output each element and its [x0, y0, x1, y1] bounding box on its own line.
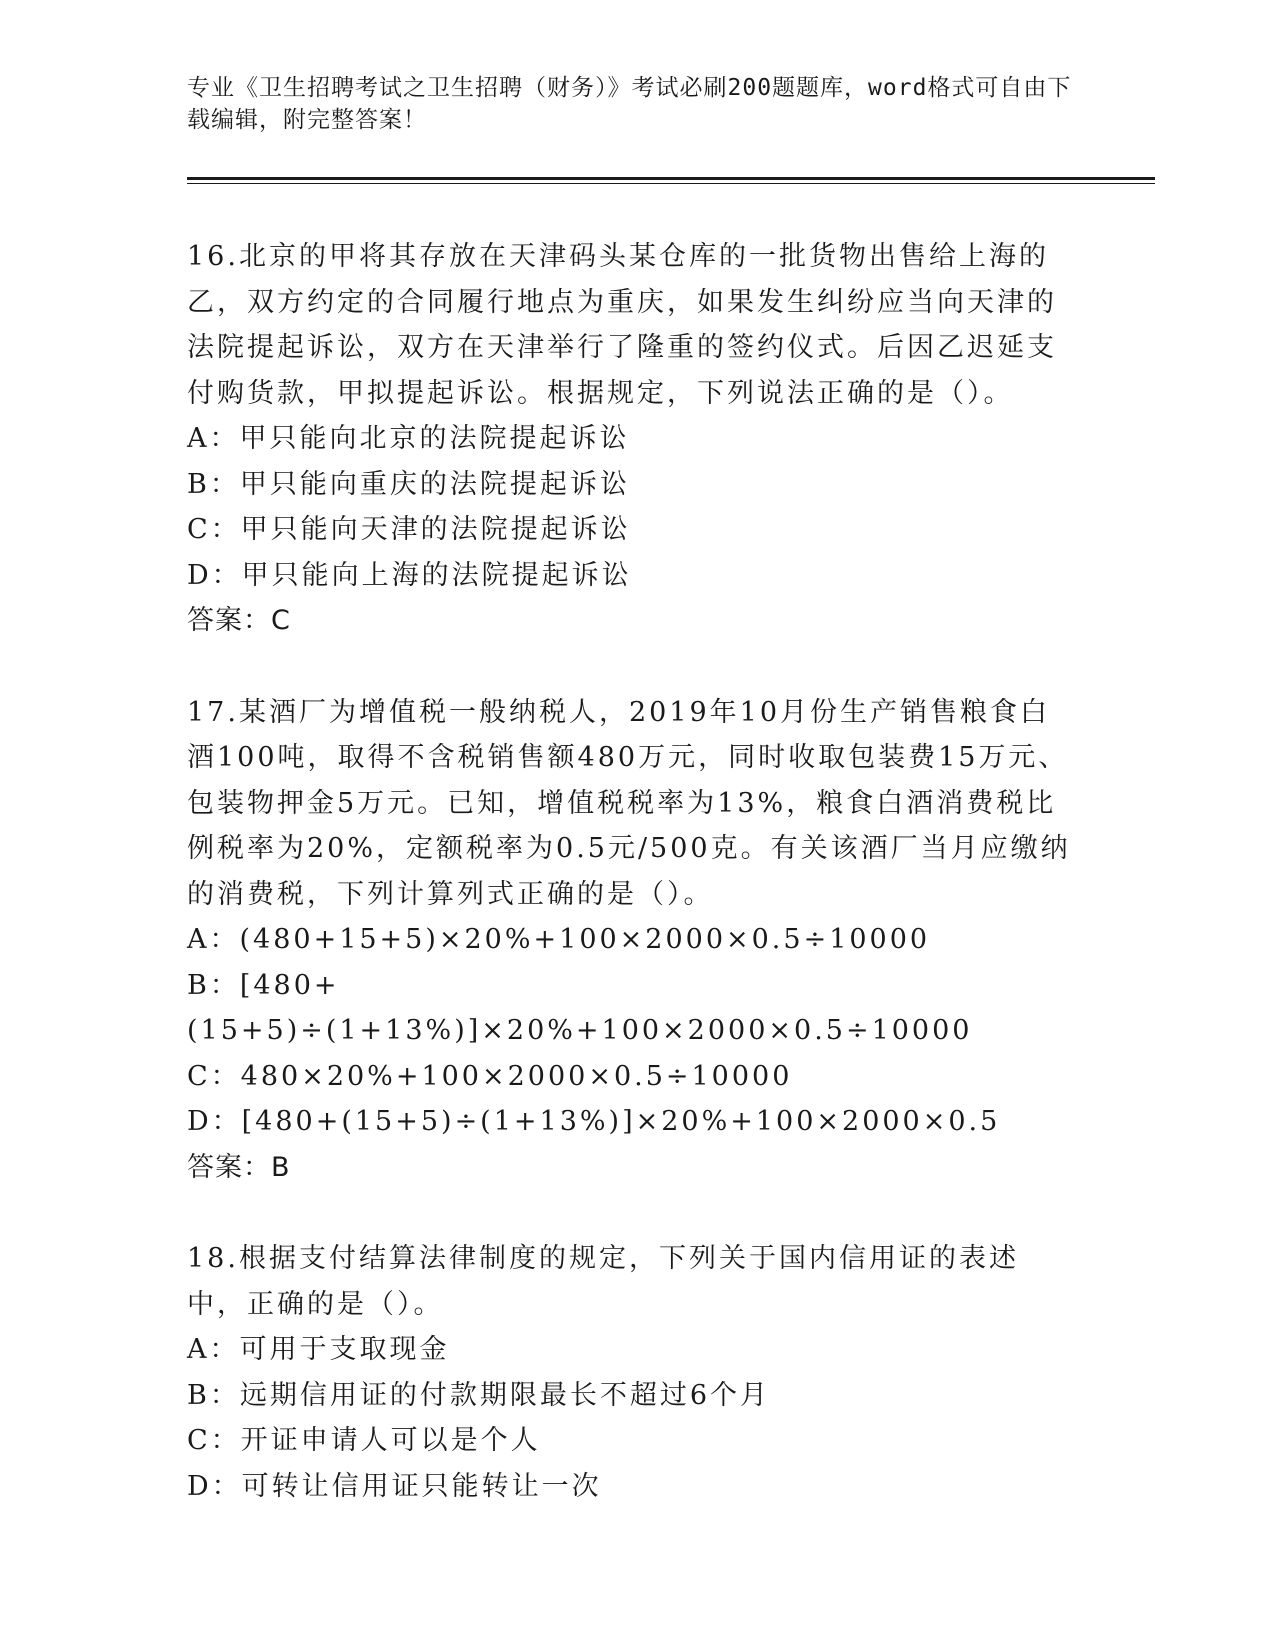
header-divider-thick [187, 177, 1155, 180]
question-16 [187, 234, 1077, 644]
option-a: A：(480+15+5)×20%+100×2000×0.5÷10000 [187, 924, 931, 955]
question-list [187, 234, 1077, 1555]
question-18 [187, 1236, 1077, 1509]
answer-label: 答案：C [187, 605, 291, 636]
option-d: D：[480+(15+5)÷(1+13%)]×20%+100×2000×0.5 [187, 1106, 1001, 1137]
option-b: B：甲只能向重庆的法院提起诉讼 [187, 468, 630, 500]
option-c: C：480×20%+100×2000×0.5÷10000 [187, 1060, 793, 1092]
question-stem: 17.某酒厂为增值税一般纳税人，2019年10月份生产销售粮食白酒100吨，取得不含税销售额480万元，同时收取包装费15万元、包装物押金5万元。已知，增值税税率为13%，粮食白酒消费税比例税率为20%，定额税率为0.5元/500克。有关该酒厂当月应缴纳的消费税，下列计算列式正确的是（）。 [187, 696, 1071, 910]
answer-label: 答案：B [187, 1151, 291, 1183]
question-stem: 16.北京的甲将其存放在天津码头某仓库的一批货物出售给上海的乙，双方约定的合同履行地点为重庆，如果发生纠纷应当向天津的法院提起诉讼，双方在天津举行了隆重的签约仪式。后因乙迟延支付购货款，甲拟提起诉讼。根据规定，下列说法正确的是（）。 [187, 241, 1057, 409]
option-d: D：可转让信用证只能转让一次 [187, 1470, 602, 1502]
option-d: D：甲只能向上海的法院提起诉讼 [187, 559, 632, 591]
option-c: C：甲只能向天津的法院提起诉讼 [187, 514, 631, 545]
question-17 [187, 690, 1077, 1191]
option-b: B：远期信用证的付款期限最长不超过6个月 [187, 1379, 771, 1411]
option-a: A：甲只能向北京的法院提起诉讼 [187, 423, 630, 454]
header-divider-thin [187, 183, 1155, 184]
document-header: 专业《卫生招聘考试之卫生招聘（财务）》考试必刷200题题库，word格式可自由下载编辑，附完整答案！ [187, 75, 1072, 133]
option-c: C：开证申请人可以是个人 [187, 1425, 541, 1456]
option-a: A：可用于支取现金 [187, 1334, 450, 1365]
question-stem: 18.根据支付结算法律制度的规定，下列关于国内信用证的表述中，正确的是（）。 [187, 1243, 1019, 1320]
option-b: B：[480+(15+5)÷(1+13%)]×20%+100×2000×0.5÷10000 [187, 969, 973, 1046]
